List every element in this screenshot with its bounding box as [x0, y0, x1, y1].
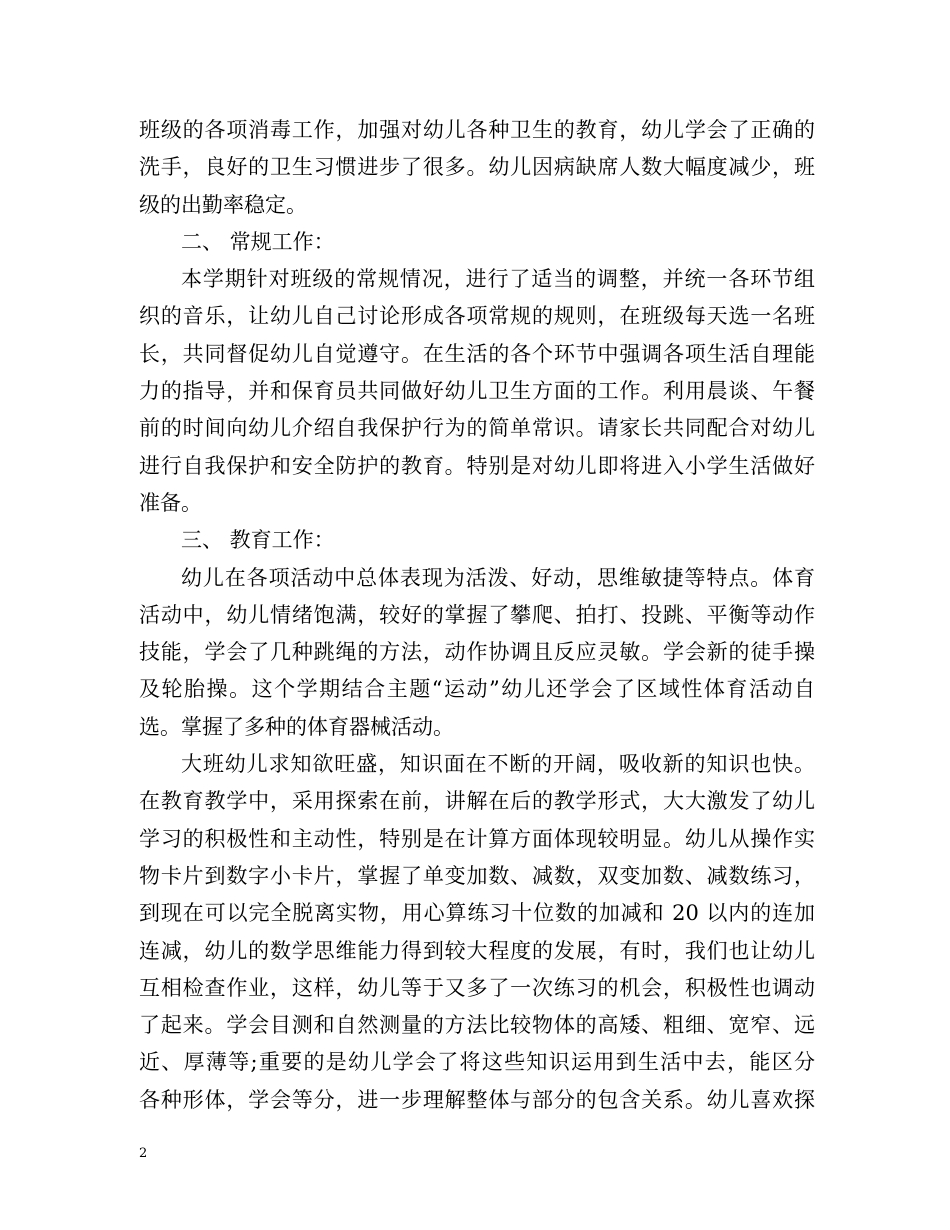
text-line: 三、 教育工作：: [181, 528, 335, 553]
text-line: 活动中，幼儿情绪饱满，较好的掌握了攀爬、拍打、投跳、平衡等动作: [139, 602, 815, 627]
text-line: 准备。: [139, 490, 202, 515]
text-line: 前的时间向幼儿介绍自我保护行为的简单常识。请家长共同配合对幼儿: [139, 416, 815, 441]
text-line: 学习的积极性和主动性，特别是在计算方面体现较明显。幼儿从操作实: [139, 826, 815, 851]
text-line: 级的出勤率稳定。: [139, 192, 307, 217]
text-line: 本学期针对班级的常规情况，进行了适当的调整，并统一各环节组: [181, 267, 815, 292]
text-line: 织的音乐，让幼儿自己讨论形成各项常规的规则，在班级每天选一名班: [139, 304, 815, 329]
text-line: 了起来。学会目测和自然测量的方法比较物体的高矮、粗细、宽窄、远: [139, 1013, 815, 1038]
text-line: 及轮胎操。这个学期结合主题“运动”幼儿还学会了区域性体育活动自: [139, 677, 815, 702]
text-line: 近、厚薄等;重要的是幼儿学会了将这些知识运用到生活中去，能区分: [139, 1050, 815, 1075]
page-number: 2: [139, 1146, 148, 1161]
text-line: 大班幼儿求知欲旺盛，知识面在不断的开阔，吸收新的知识也快。: [181, 752, 815, 777]
text-line: 技能，学会了几种跳绳的方法，动作协调且反应灵敏。学会新的徒手操: [139, 640, 815, 665]
text-line: 洗手，良好的卫生习惯进步了很多。幼儿因病缺席人数大幅度减少，班: [139, 155, 815, 180]
document-body: [139, 112, 815, 1119]
text-line: 在教育教学中，采用探索在前，讲解在后的教学形式，大大激发了幼儿: [139, 789, 815, 814]
text-line: 长，共同督促幼儿自觉遵守。在生活的各个环节中强调各项生活自理能: [139, 341, 815, 366]
text-line: 班级的各项消毒工作，加强对幼儿各种卫生的教育，幼儿学会了正确的: [139, 118, 815, 142]
text-line: 连减，幼儿的数学思维能力得到较大程度的发展，有时，我们也让幼儿: [139, 938, 815, 963]
text-line: 到现在可以完全脱离实物，用心算练习十位数的加减和 20 以内的连加: [139, 901, 815, 926]
text-line: 力的指导，并和保育员共同做好幼儿卫生方面的工作。利用晨谈、午餐: [139, 379, 815, 404]
text-line: 选。掌握了多种的体育器械活动。: [139, 714, 454, 739]
text-line: 幼儿在各项活动中总体表现为活泼、好动，思维敏捷等特点。体育: [181, 565, 815, 590]
text-line: 各种形体，学会等分，进一步理解整体与部分的包含关系。幼儿喜欢探: [139, 1087, 815, 1112]
text-line: 互相检查作业，这样，幼儿等于又多了一次练习的机会，积极性也调动: [139, 975, 815, 1000]
text-line: 进行自我保护和安全防护的教育。特别是对幼儿即将进入小学生活做好: [139, 453, 815, 478]
text-line: 二、 常规工作：: [181, 229, 335, 254]
text-line: 物卡片到数字小卡片，掌握了单变加数、减数，双变加数、减数练习，: [139, 863, 815, 888]
